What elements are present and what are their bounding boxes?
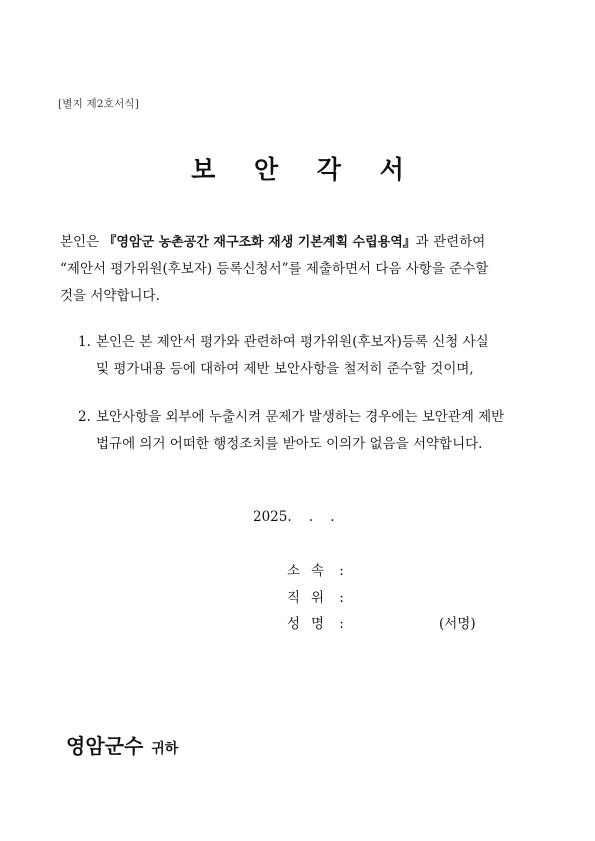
signature-mark: (서명) <box>439 616 476 632</box>
intro-prefix: 본인은 <box>60 234 104 250</box>
pledge-item-line: 보안사항을 외부에 누출시켜 문제가 발생하는 경우에는 보안관계 제반 <box>96 409 505 425</box>
date-line: 2025. . . <box>253 509 335 525</box>
field-colon: : <box>339 590 344 606</box>
intro-line-2: “제안서 평가위원(후보자) 등록신청서”를 제출하면서 다음 사항을 준수할 <box>60 261 489 277</box>
pledge-item-2 <box>78 404 544 458</box>
position-label: 직 위 <box>287 590 325 606</box>
project-name: 『영암군 농촌공간 재구조화 재생 기본계획 수립용역』 <box>103 235 416 250</box>
field-colon: : <box>339 563 344 579</box>
affiliation-field[interactable] <box>287 559 349 579</box>
pledge-item-text <box>96 404 544 458</box>
addressee-suffix: 귀하 <box>151 741 179 757</box>
form-number-label: [별지 제2호서식] <box>58 98 140 110</box>
pledge-item-number: 1. <box>78 334 91 350</box>
intro-line-1 <box>60 229 540 256</box>
pledge-item-line: 본인은 본 제안서 평가와 관련하여 평가위원(후보자)등록 신청 사실 <box>96 334 489 350</box>
document-title: 보 안 각 서 <box>191 155 419 184</box>
pledge-item-1 <box>78 329 544 383</box>
intro-line1-suffix: 과 관련하여 <box>415 234 486 250</box>
pledge-item-line: 및 평가내용 등에 대하여 제반 보안사항을 철저히 준수할 것이며, <box>96 361 474 377</box>
position-field[interactable] <box>287 586 349 606</box>
pledge-item-number: 2. <box>78 409 91 425</box>
name-field[interactable] <box>287 612 349 632</box>
field-colon: : <box>339 616 344 632</box>
addressee <box>66 730 178 759</box>
pledge-item-text <box>96 329 544 383</box>
pledge-item-line: 법규에 의거 어떠한 행정조치를 받아도 이의가 없음을 서약합니다. <box>96 436 483 452</box>
intro-paragraph <box>60 229 540 310</box>
name-label: 성 명 <box>287 616 325 632</box>
affiliation-label: 소 속 <box>287 563 325 579</box>
addressee-name: 영암군수 <box>66 734 144 758</box>
intro-line-3: 것을 서약합니다. <box>60 288 160 304</box>
